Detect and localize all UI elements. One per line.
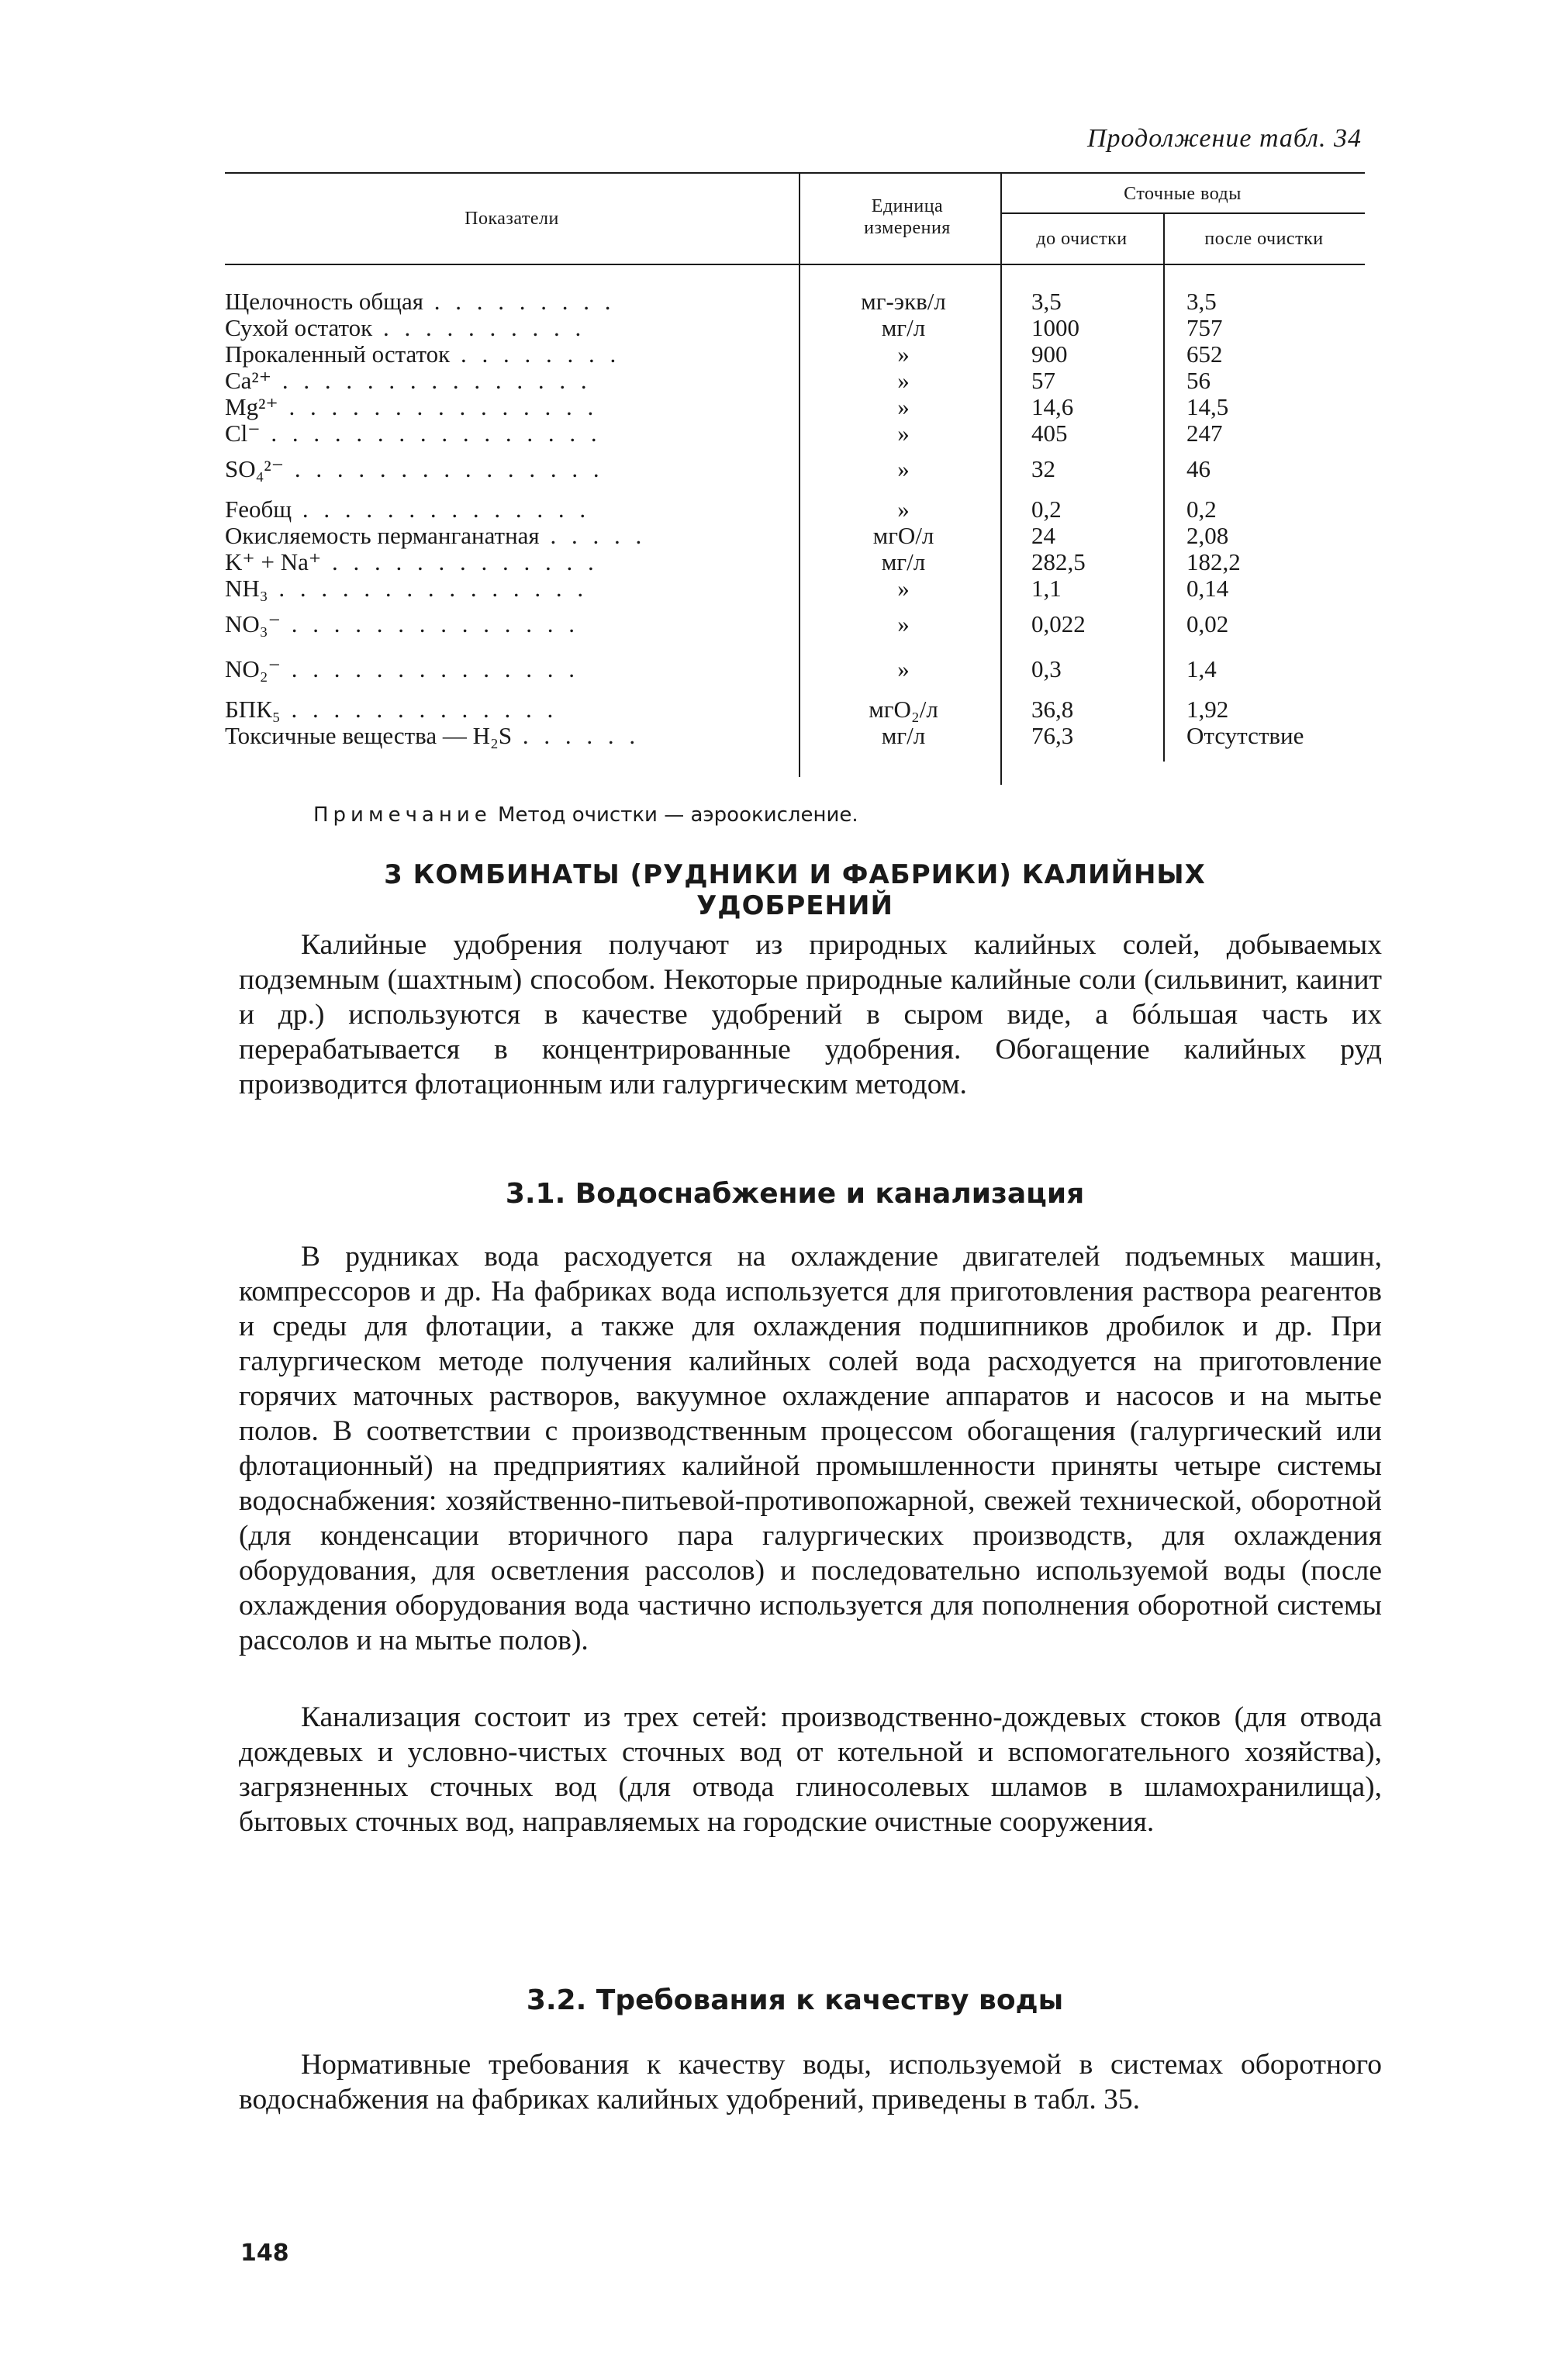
header-unit: Единица измерения xyxy=(864,196,951,238)
table-row xyxy=(225,496,1365,523)
row-indicator: Прокаленный остаток xyxy=(225,341,451,368)
leader-dots: . . . . . . . . . . xyxy=(372,315,586,341)
row-after: Отсутствие xyxy=(1186,722,1304,749)
row-unit: » xyxy=(897,420,910,447)
table-row xyxy=(225,549,1365,575)
table-header-rule xyxy=(225,264,1365,265)
row-before: 1,1 xyxy=(1031,575,1062,602)
row-unit: » xyxy=(897,455,910,482)
subsection-1-paragraph-1: В рудниках вода расходуется на охлаждение двигателей подъемных машин, компрессоров и др. На фабриках вода используется для приготовления раствора реагентов и среды для флотации, а также для охлаждения подшипников дробилок и др. При галургическом методе получения калийных солей вода расходуется на приготовление горячих маточных растворов, вакуумное охлаждение аппаратов и насосов и на мытье полов. В соответствии с производственным процессом обогащения (галургический или флотационный) на предприятиях калийной промышленности приняты четыре системы водоснабжения: хозяйственно-питьевой-противопожарной, свежей технической, оборотной (для конденсации вторичного пара галургических производств, для охлаждения оборудования, для осветления рассолов) и последовательно используемой воды (после охлаждения оборудования вода частично используется для пополнения оборотной системы рассолов и на мытье полов). xyxy=(239,1241,1382,1656)
row-before: 36,8 xyxy=(1031,696,1074,723)
table-row xyxy=(225,341,1365,368)
row-after: 46 xyxy=(1186,455,1211,482)
row-after: 652 xyxy=(1186,340,1223,368)
row-after: 1,4 xyxy=(1186,655,1217,682)
row-after: 0,2 xyxy=(1186,496,1217,523)
subsection-2-title: 3.2. Требования к качеству воды xyxy=(526,1984,1064,2016)
subsection-2-paragraph-1: Нормативные требования к качеству воды, используемой в системах оборотного водоснабжения на фабриках калийных удобрений, приведены в табл. 35. xyxy=(239,2049,1382,2116)
leader-dots: . . . . . . . . . . . . . . xyxy=(280,611,579,637)
table-row xyxy=(225,368,1365,394)
row-indicator: Щелочность общая xyxy=(225,288,424,315)
row-before: 1000 xyxy=(1031,314,1079,341)
row-after: 3,5 xyxy=(1186,288,1217,315)
table-top-rule xyxy=(225,172,1365,174)
row-indicator: Токсичные вещества — H₂S xyxy=(225,723,513,749)
row-unit: мг/л xyxy=(881,722,926,749)
table-subheader-rule xyxy=(1000,212,1365,214)
table-row xyxy=(225,288,1365,315)
table-row xyxy=(225,696,1365,723)
row-after: 0,02 xyxy=(1186,610,1229,637)
table-row xyxy=(225,394,1365,420)
row-before: 0,022 xyxy=(1031,610,1086,637)
row-before: 76,3 xyxy=(1031,722,1074,749)
row-unit: » xyxy=(897,340,910,368)
row-indicator: Сухой остаток xyxy=(225,315,373,341)
row-after: 14,5 xyxy=(1186,393,1229,420)
row-before: 57 xyxy=(1031,367,1055,394)
leader-dots: . . . . . . . . . . . . . . xyxy=(292,496,591,523)
row-before: 405 xyxy=(1031,420,1068,447)
row-unit: мгО/л xyxy=(872,522,934,549)
table-row xyxy=(225,523,1365,549)
leader-dots: . . . . . . . . . . . . . . . . xyxy=(260,420,602,447)
section-intro-paragraph: Калийные удобрения получают из природных калийных солей, добываемых подземным (шахтным) способом. Некоторые природные калийные соли (сильвинит, каинит и др.) используются в качестве удобрений в сыром виде, а бóльшая часть их перерабатывается в концентрированные удобрения. Обогащение калийных руд производится флотационным или галургическим методом. xyxy=(239,929,1382,1100)
table-row xyxy=(225,420,1365,447)
row-unit: мг-экв/л xyxy=(861,288,946,315)
row-after: 1,92 xyxy=(1186,696,1229,723)
leader-dots: . . . . . . . . xyxy=(450,341,621,368)
row-before: 32 xyxy=(1031,455,1055,482)
row-after: 56 xyxy=(1186,367,1211,394)
row-before: 282,5 xyxy=(1031,548,1086,575)
data-table xyxy=(225,172,1365,793)
section-title xyxy=(225,859,1365,921)
row-before: 14,6 xyxy=(1031,393,1074,420)
row-indicator: Mg²⁺ xyxy=(225,394,278,420)
row-before: 0,3 xyxy=(1031,655,1062,682)
row-before: 3,5 xyxy=(1031,288,1062,315)
note-text: Метод очистки — аэроокисление. xyxy=(491,803,858,827)
row-before: 24 xyxy=(1031,522,1055,549)
row-after: 182,2 xyxy=(1186,548,1241,575)
header-indicators: Показатели xyxy=(465,209,559,229)
row-indicator: NH₃ xyxy=(225,575,268,602)
row-after: 247 xyxy=(1186,420,1223,447)
leader-dots: . . . . . . . . . . . . . xyxy=(280,696,558,723)
row-indicator: NO₂⁻ xyxy=(225,656,281,682)
table-row xyxy=(225,611,1365,637)
row-indicator: SO₄²⁻ xyxy=(225,456,285,482)
row-indicator: NO₃⁻ xyxy=(225,611,281,637)
row-unit: мгO₂/л xyxy=(869,696,938,723)
row-after: 2,08 xyxy=(1186,522,1229,549)
table-note xyxy=(313,803,858,827)
page-number: 148 xyxy=(240,2240,289,2267)
row-unit: мг/л xyxy=(881,548,926,575)
row-indicator: БПК₅ xyxy=(225,696,281,723)
table-row xyxy=(225,723,1365,749)
table-continuation-caption: Продолжение табл. 34 xyxy=(1086,124,1362,153)
leader-dots: . . . . . . . . . . . . . xyxy=(321,549,599,575)
table-row xyxy=(225,575,1365,602)
leader-dots: . . . . . . . . . . . . . . . xyxy=(268,575,589,602)
subsection-1-paragraph-2: Канализация состоит из трех сетей: производственно-дождевых стоков (для отвода дождевых и условно-чистых сточных вод от котельной и вспомогательного хозяйства), загрязненных сточных вод (для отвода глиносолевых шламов в шламохранилища), бытовых сточных вод, направляемых на городские очистные сооружения. xyxy=(239,1701,1382,1838)
row-unit: » xyxy=(897,393,910,420)
section-title-line-2: УДОБРЕНИЙ xyxy=(696,890,893,921)
leader-dots: . . . . . . . . . . . . . . . xyxy=(271,368,592,394)
row-unit: » xyxy=(897,496,910,523)
leader-dots: . . . . . . . . . . . . . . . xyxy=(284,456,604,482)
row-unit: » xyxy=(897,610,910,637)
section-title-line-1: 3 КОМБИНАТЫ (РУДНИКИ И ФАБРИКИ) КАЛИЙНЫХ xyxy=(384,859,1206,890)
row-unit: » xyxy=(897,367,910,394)
header-after: после очистки xyxy=(1204,229,1324,249)
row-indicator: Cl⁻ xyxy=(225,420,261,447)
leader-dots: . . . . . . . . . xyxy=(423,288,616,315)
leader-dots: . . . . . . . . . . . . . . xyxy=(280,656,579,682)
row-indicator: Ca²⁺ xyxy=(225,368,272,394)
leader-dots: . . . . . xyxy=(539,523,647,549)
note-label: Примечание xyxy=(313,803,492,827)
header-wastewater: Сточные воды xyxy=(1124,184,1242,204)
row-before: 900 xyxy=(1031,340,1068,368)
row-unit: » xyxy=(897,655,910,682)
table-row xyxy=(225,315,1365,341)
row-unit: мг/л xyxy=(881,314,926,341)
row-before: 0,2 xyxy=(1031,496,1062,523)
table-row xyxy=(225,456,1365,482)
row-indicator: K⁺ + Na⁺ xyxy=(225,549,322,575)
row-unit: » xyxy=(897,575,910,602)
subsection-1-title: 3.1. Водоснабжение и канализация xyxy=(505,1178,1085,1210)
table-row xyxy=(225,656,1365,682)
row-after: 0,14 xyxy=(1186,575,1229,602)
header-before: до очистки xyxy=(1036,229,1128,249)
leader-dots: . . . . . . xyxy=(512,723,641,749)
leader-dots: . . . . . . . . . . . . . . . xyxy=(278,394,599,420)
row-indicator: Окисляемость перманганатная xyxy=(225,523,540,549)
row-indicator: Feобщ xyxy=(225,496,292,523)
row-after: 757 xyxy=(1186,314,1223,341)
